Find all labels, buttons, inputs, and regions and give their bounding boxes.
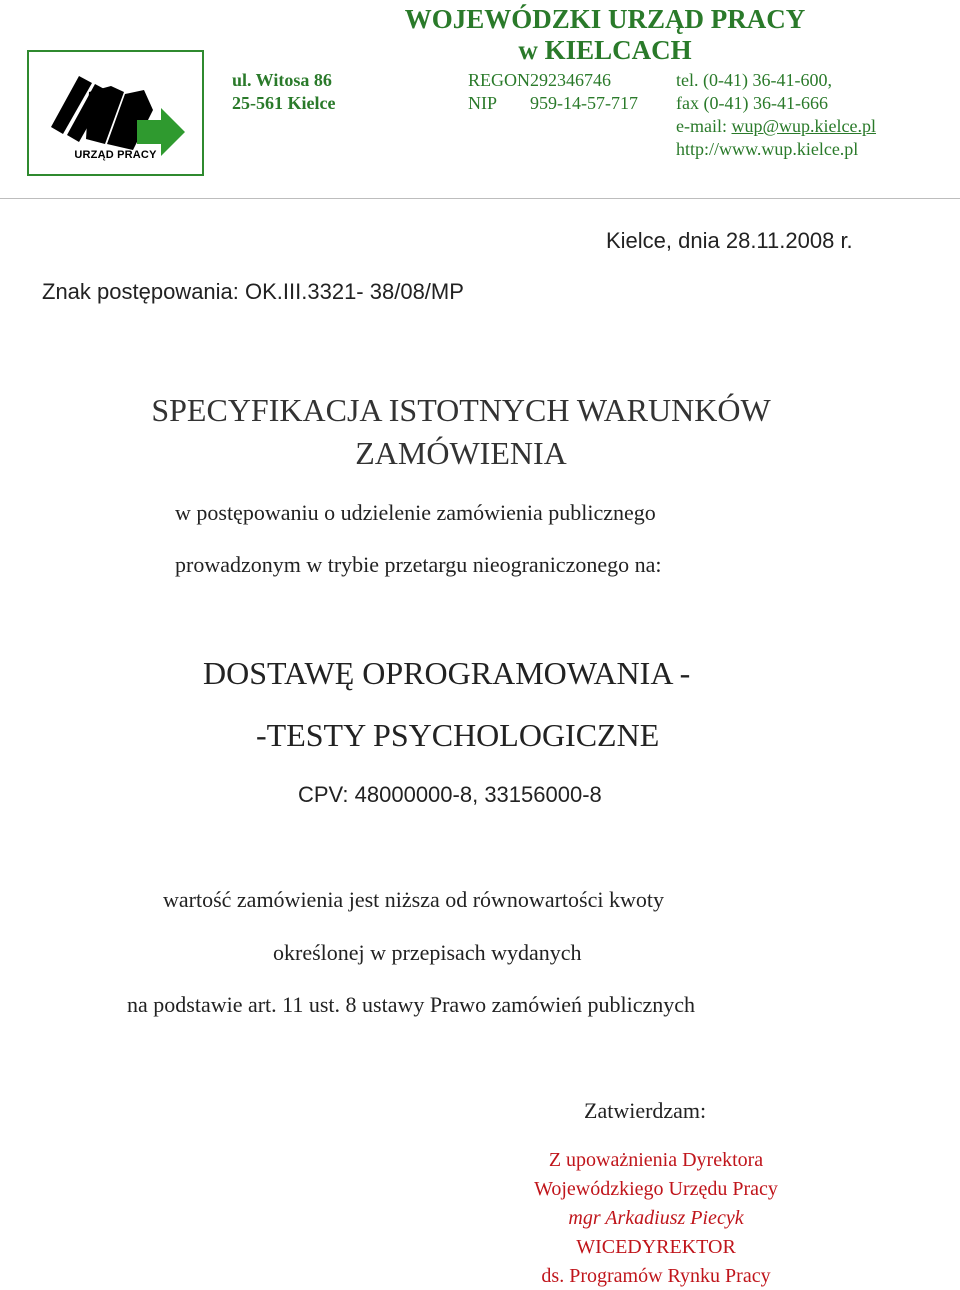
value-line1: wartość zamówienia jest niższa od równowartości kwoty: [163, 887, 664, 912]
regon-row: [468, 70, 611, 91]
document-title-line2: ZAMÓWIENIA: [355, 435, 567, 471]
header-divider: [0, 198, 960, 199]
organization-name-line2: w KIELCACH: [518, 35, 692, 65]
signature-position: WICEDYREKTOR: [576, 1236, 736, 1258]
logo: [27, 50, 204, 176]
procedure-line2: prowadzonym w trybie przetargu nieograniczonego na:: [175, 552, 662, 577]
nip-label: NIP: [468, 93, 498, 113]
signature-name: mgr Arkadiusz Piecyk: [568, 1207, 744, 1229]
signature-line1: Z upoważnienia Dyrektora: [548, 1149, 764, 1171]
subject-line1: DOSTAWĘ OPROGRAMOWANIA -: [203, 655, 691, 691]
signature-department: ds. Programów Rynku Pracy: [541, 1265, 771, 1287]
phone: tel. (0-41) 36-41-600,: [676, 70, 832, 90]
nip-value: 959-14-57-717: [530, 93, 638, 113]
document-date: Kielce, dnia 28.11.2008 r.: [606, 228, 853, 253]
approval-label: Zatwierdzam:: [584, 1098, 707, 1123]
subject-line2: -TESTY PSYCHOLOGICZNE: [256, 717, 660, 753]
address-city: 25-561 Kielce: [232, 93, 336, 113]
nip-row: [468, 93, 638, 114]
case-reference: Znak postępowania: OK.III.3321- 38/08/MP: [42, 279, 464, 304]
regon-label: REGON: [468, 70, 530, 90]
procedure-line1: w postępowaniu o udzielenie zamówienia publicznego: [175, 500, 656, 525]
value-line2: określonej w przepisach wydanych: [273, 940, 582, 965]
logo-text: URZĄD PRACY: [74, 149, 157, 161]
organization-name: [370, 4, 840, 66]
address-street: ul. Witosa 86: [232, 70, 332, 90]
signature-line2: Wojewódzkiego Urzędu Pracy: [534, 1178, 778, 1200]
cpv-codes: CPV: 48000000-8, 33156000-8: [298, 782, 602, 807]
document-title-line1: SPECYFIKACJA ISTOTNYCH WARUNKÓW: [151, 392, 771, 428]
email-row: [676, 116, 876, 137]
fax: fax (0-41) 36-41-666: [676, 93, 828, 113]
email-link[interactable]: wup@wup.kielce.pl: [731, 116, 877, 136]
organization-name-line1: WOJEWÓDZKI URZĄD PRACY: [404, 4, 806, 34]
website-link[interactable]: http://www.wup.kielce.pl: [676, 139, 859, 159]
value-line3: na podstawie art. 11 ust. 8 ustawy Prawo zamówień publicznych: [127, 992, 695, 1017]
regon-value: 292346746: [530, 70, 611, 90]
email-label: e-mail:: [676, 116, 732, 136]
